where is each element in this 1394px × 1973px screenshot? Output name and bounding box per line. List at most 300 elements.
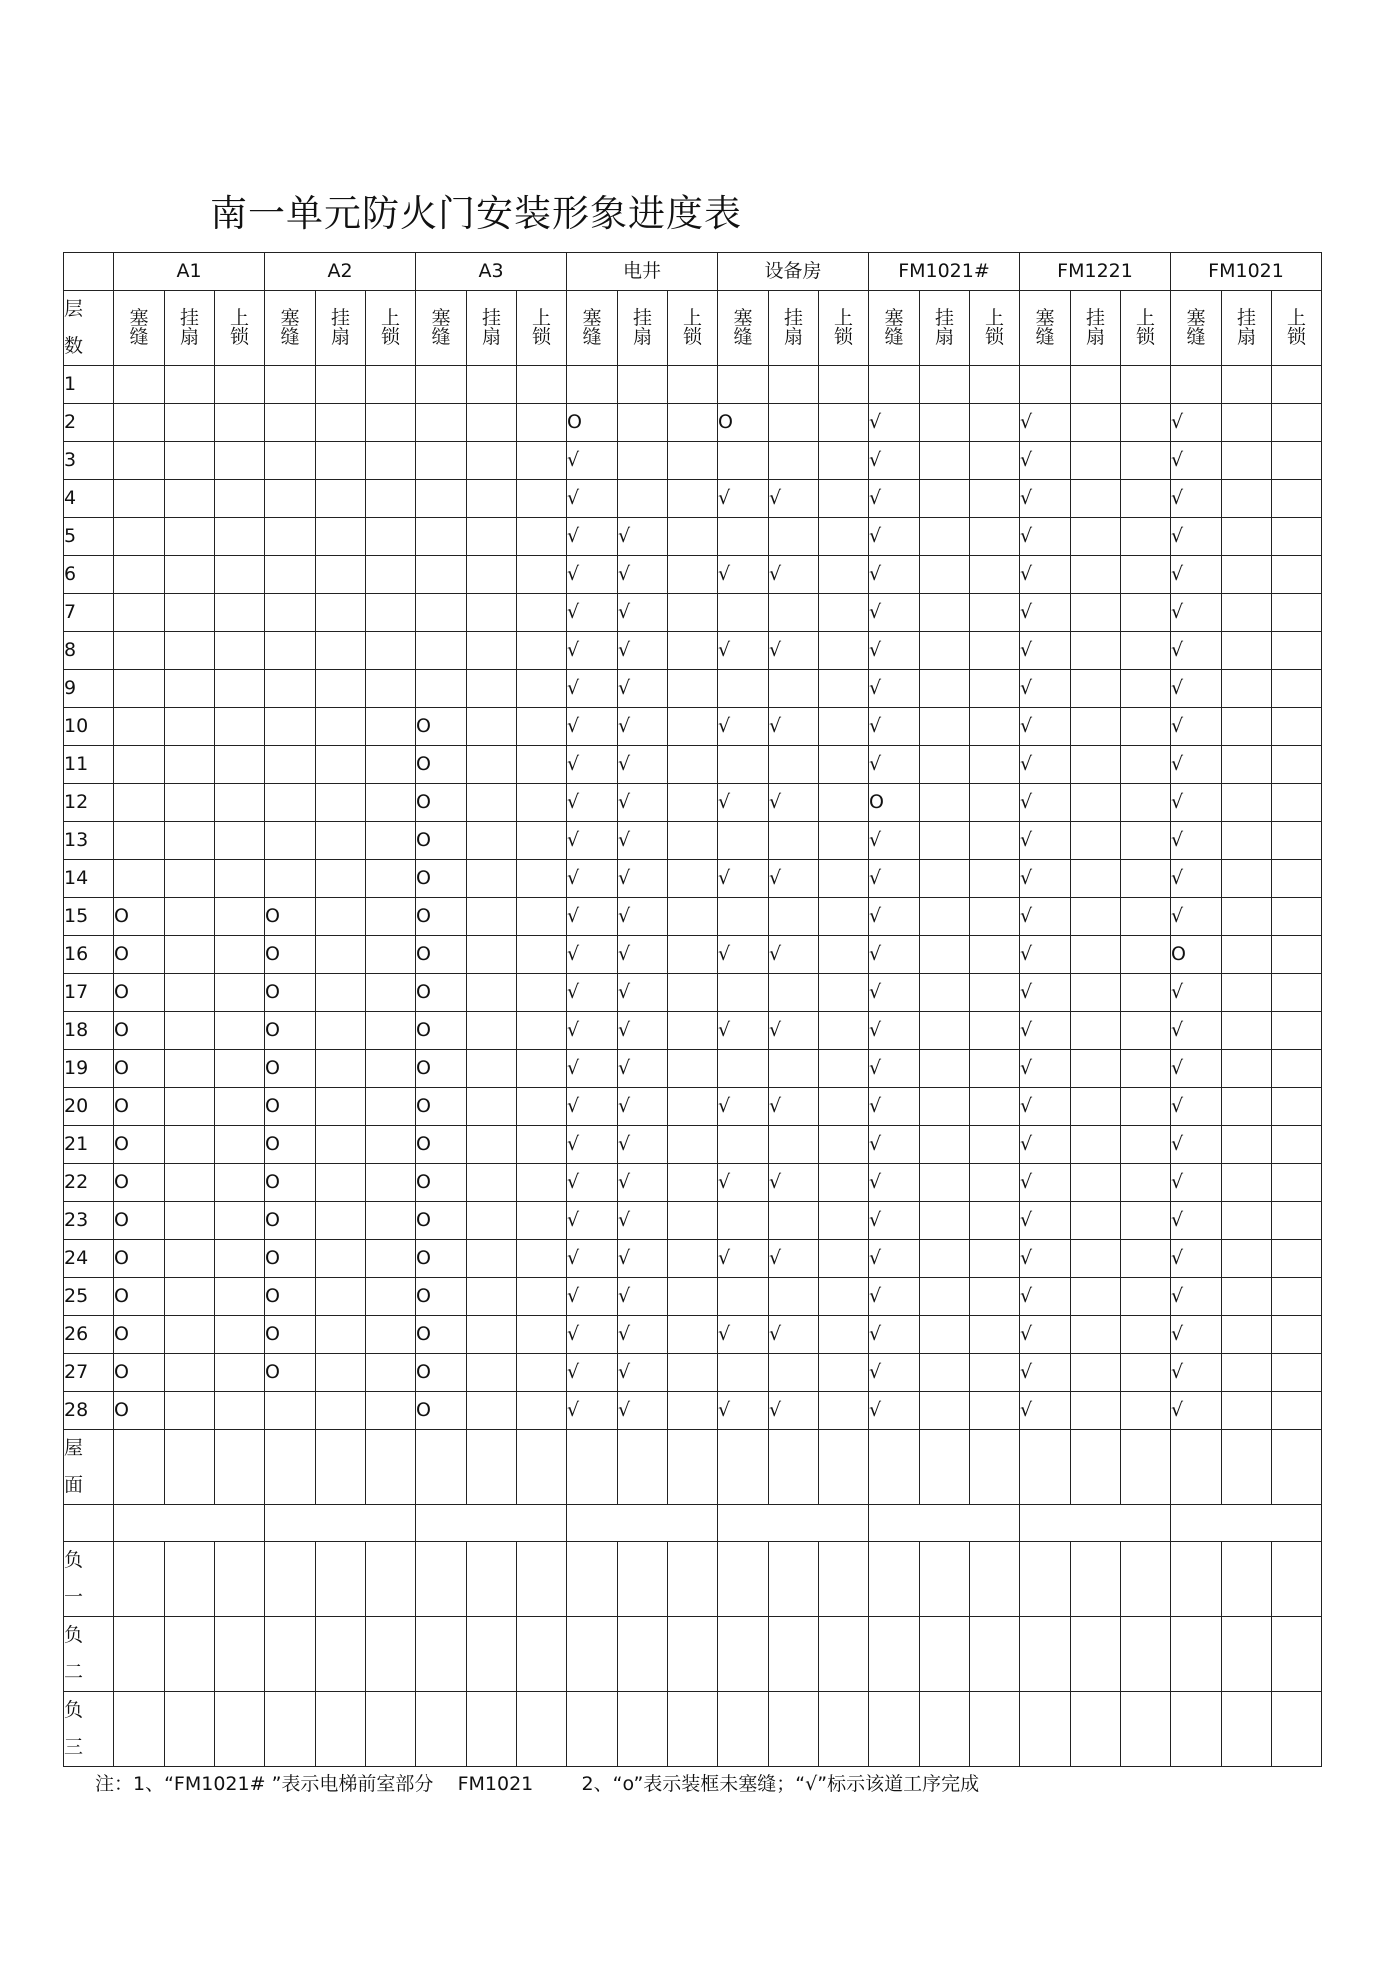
- status-cell: [366, 708, 416, 746]
- status-cell: [316, 670, 366, 708]
- status-cell: [467, 898, 517, 936]
- cell-text: 三: [64, 1736, 84, 1758]
- status-cell: [1222, 404, 1272, 442]
- status-cell: [1222, 480, 1272, 518]
- status-cell: √: [1020, 784, 1071, 822]
- status-cell: [467, 708, 517, 746]
- status-cell: √: [1171, 1392, 1222, 1430]
- status-cell: [366, 822, 416, 860]
- status-cell: [1272, 898, 1322, 936]
- subcolumn-header: [1020, 291, 1071, 366]
- status-cell: [517, 1050, 567, 1088]
- status-cell: [1071, 1354, 1121, 1392]
- status-cell: O: [416, 784, 467, 822]
- status-cell: √: [567, 1278, 618, 1316]
- status-cell: [1272, 442, 1322, 480]
- status-cell: [265, 594, 316, 632]
- status-cell: [819, 670, 869, 708]
- status-cell: [1222, 784, 1272, 822]
- status-cell: [1222, 1617, 1272, 1692]
- status-cell: [265, 632, 316, 670]
- status-cell: [769, 1617, 819, 1692]
- status-cell: √: [618, 632, 668, 670]
- status-cell: [970, 746, 1020, 784]
- status-cell: [1071, 442, 1121, 480]
- status-cell: [517, 822, 567, 860]
- status-cell: √: [1020, 898, 1071, 936]
- status-cell: [970, 1202, 1020, 1240]
- status-cell: √: [769, 480, 819, 518]
- status-cell: √: [1171, 746, 1222, 784]
- status-cell: [114, 632, 165, 670]
- status-cell: [718, 1202, 769, 1240]
- status-cell: [366, 1164, 416, 1202]
- cell-text: 面: [64, 1474, 84, 1496]
- status-cell: [1171, 1430, 1222, 1505]
- status-cell: [1121, 404, 1171, 442]
- status-cell: [1121, 822, 1171, 860]
- status-cell: [819, 1050, 869, 1088]
- corner-cell: [64, 253, 114, 291]
- subcolumn-header: [366, 291, 416, 366]
- status-cell: O: [114, 1126, 165, 1164]
- status-cell: √: [1171, 1164, 1222, 1202]
- status-cell: O: [114, 936, 165, 974]
- status-cell: √: [1171, 1050, 1222, 1088]
- table-row: [64, 404, 1322, 442]
- table-row: [64, 1202, 1322, 1240]
- status-cell: [165, 1088, 215, 1126]
- status-cell: [718, 1126, 769, 1164]
- subcolumn-header: [215, 291, 265, 366]
- floor-number: 1: [64, 366, 114, 404]
- status-cell: [416, 1542, 467, 1617]
- floor-number: 14: [64, 860, 114, 898]
- subcolumn-header: [265, 291, 316, 366]
- status-cell: √: [718, 1240, 769, 1278]
- status-cell: [819, 1278, 869, 1316]
- status-cell: [618, 480, 668, 518]
- cell-text: 上: [531, 307, 551, 329]
- status-cell: [920, 974, 970, 1012]
- status-cell: O: [265, 1164, 316, 1202]
- status-cell: [366, 1692, 416, 1767]
- status-cell: √: [618, 822, 668, 860]
- status-cell: [1272, 1278, 1322, 1316]
- status-cell: [1272, 366, 1322, 404]
- status-cell: [1121, 1050, 1171, 1088]
- table-row: [64, 1126, 1322, 1164]
- status-cell: [1071, 1240, 1121, 1278]
- status-cell: [567, 366, 618, 404]
- status-cell: [618, 1692, 668, 1767]
- status-cell: [165, 1164, 215, 1202]
- status-cell: [1071, 1430, 1121, 1505]
- status-cell: [1071, 518, 1121, 556]
- status-cell: √: [1171, 822, 1222, 860]
- status-cell: [517, 518, 567, 556]
- status-cell: [467, 1240, 517, 1278]
- status-cell: [215, 404, 265, 442]
- cell-text: 塞: [582, 307, 602, 329]
- status-cell: [668, 1050, 718, 1088]
- status-cell: [517, 480, 567, 518]
- status-cell: [467, 366, 517, 404]
- status-cell: [668, 1542, 718, 1617]
- status-cell: √: [618, 1392, 668, 1430]
- status-cell: [467, 746, 517, 784]
- floor-number: 3: [64, 442, 114, 480]
- status-cell: √: [1171, 556, 1222, 594]
- status-cell: [265, 1617, 316, 1692]
- status-cell: [467, 1202, 517, 1240]
- status-cell: [668, 708, 718, 746]
- status-cell: √: [869, 974, 920, 1012]
- subcolumn-header: [618, 291, 668, 366]
- status-cell: [366, 1430, 416, 1505]
- table-row-basement: [64, 1617, 1322, 1692]
- status-cell: [1272, 1202, 1322, 1240]
- status-cell: √: [1020, 632, 1071, 670]
- status-cell: [215, 1692, 265, 1767]
- status-cell: [215, 442, 265, 480]
- status-cell: [1222, 442, 1272, 480]
- subcolumn-header: [467, 291, 517, 366]
- status-cell: [265, 404, 316, 442]
- blank-cell: [869, 1505, 1020, 1542]
- status-cell: [215, 1050, 265, 1088]
- cell-text: 数: [64, 335, 84, 357]
- status-cell: [416, 594, 467, 632]
- status-cell: O: [265, 1088, 316, 1126]
- status-cell: [366, 1316, 416, 1354]
- status-cell: [165, 1692, 215, 1767]
- status-cell: [819, 480, 869, 518]
- status-cell: [517, 1430, 567, 1505]
- status-cell: [920, 1202, 970, 1240]
- status-cell: [366, 1240, 416, 1278]
- status-cell: [1272, 1050, 1322, 1088]
- cell-text: 塞: [129, 307, 149, 329]
- floor-number: 10: [64, 708, 114, 746]
- status-cell: [1121, 746, 1171, 784]
- footnote: 注：1、“FM1021# ”表示电梯前室部分 FM1021 2、“o”表示装框未塞缝；“√”标示该道工序完成: [95, 1773, 980, 1795]
- status-cell: [1020, 1692, 1071, 1767]
- floor-column-header: [64, 291, 114, 366]
- status-cell: O: [416, 1354, 467, 1392]
- status-cell: [316, 1392, 366, 1430]
- floor-basement: [64, 1542, 114, 1617]
- floor-number: 17: [64, 974, 114, 1012]
- status-cell: [920, 1542, 970, 1617]
- status-cell: [1171, 1692, 1222, 1767]
- status-cell: [215, 556, 265, 594]
- status-cell: √: [1020, 1316, 1071, 1354]
- status-cell: [718, 898, 769, 936]
- status-cell: [819, 784, 869, 822]
- status-cell: [215, 480, 265, 518]
- cell-text: 缝: [129, 326, 149, 348]
- status-cell: [668, 860, 718, 898]
- status-cell: [1121, 1164, 1171, 1202]
- status-cell: O: [265, 1278, 316, 1316]
- status-cell: √: [1020, 746, 1071, 784]
- cell-text: 锁: [1135, 326, 1155, 348]
- status-cell: [920, 860, 970, 898]
- status-cell: √: [567, 442, 618, 480]
- status-cell: [517, 366, 567, 404]
- status-cell: [819, 594, 869, 632]
- status-cell: O: [416, 1088, 467, 1126]
- status-cell: O: [114, 974, 165, 1012]
- status-cell: [819, 898, 869, 936]
- status-cell: [416, 404, 467, 442]
- status-cell: [517, 594, 567, 632]
- status-cell: [165, 784, 215, 822]
- status-cell: [215, 594, 265, 632]
- status-cell: [1121, 860, 1171, 898]
- status-cell: [819, 822, 869, 860]
- status-cell: [769, 1050, 819, 1088]
- status-cell: √: [1171, 1354, 1222, 1392]
- status-cell: O: [416, 1392, 467, 1430]
- status-cell: [215, 1202, 265, 1240]
- floor-number: 9: [64, 670, 114, 708]
- status-cell: [265, 442, 316, 480]
- subcolumn-header: [819, 291, 869, 366]
- column-group-header: FM1021: [1171, 253, 1322, 291]
- status-cell: [467, 594, 517, 632]
- status-cell: O: [114, 1202, 165, 1240]
- status-cell: [366, 1050, 416, 1088]
- status-cell: [920, 518, 970, 556]
- status-cell: [819, 1692, 869, 1767]
- status-cell: [1222, 1240, 1272, 1278]
- status-cell: [1121, 708, 1171, 746]
- status-cell: √: [618, 1164, 668, 1202]
- status-cell: [1071, 404, 1121, 442]
- status-cell: √: [1171, 1202, 1222, 1240]
- status-cell: [668, 746, 718, 784]
- status-cell: √: [618, 1354, 668, 1392]
- cell-text: 上: [229, 307, 249, 329]
- status-cell: √: [618, 594, 668, 632]
- status-cell: √: [567, 670, 618, 708]
- status-cell: [366, 1012, 416, 1050]
- status-cell: [517, 1354, 567, 1392]
- status-cell: [769, 1430, 819, 1505]
- status-cell: [467, 784, 517, 822]
- status-cell: [970, 1164, 1020, 1202]
- status-cell: √: [718, 1316, 769, 1354]
- status-cell: [467, 1012, 517, 1050]
- status-cell: [366, 1126, 416, 1164]
- subcolumn-header: [114, 291, 165, 366]
- status-cell: [165, 1240, 215, 1278]
- status-cell: √: [618, 1316, 668, 1354]
- status-cell: [1272, 404, 1322, 442]
- status-cell: [467, 1617, 517, 1692]
- status-cell: [769, 746, 819, 784]
- status-cell: [467, 822, 517, 860]
- status-cell: √: [869, 632, 920, 670]
- status-cell: [1121, 1088, 1171, 1126]
- status-cell: [265, 784, 316, 822]
- status-cell: [215, 366, 265, 404]
- page-title: 南一单元防火门安装形象进度表: [210, 192, 742, 235]
- column-group-header: A2: [265, 253, 416, 291]
- status-cell: [819, 404, 869, 442]
- status-cell: [668, 404, 718, 442]
- status-cell: [1272, 480, 1322, 518]
- status-cell: [970, 1240, 1020, 1278]
- status-cell: [1222, 632, 1272, 670]
- status-cell: O: [265, 936, 316, 974]
- status-cell: √: [567, 1240, 618, 1278]
- status-cell: [869, 366, 920, 404]
- status-cell: [416, 670, 467, 708]
- status-cell: [416, 442, 467, 480]
- status-cell: √: [718, 1088, 769, 1126]
- status-cell: [467, 1278, 517, 1316]
- table-row: [64, 518, 1322, 556]
- status-cell: [1121, 1392, 1171, 1430]
- status-cell: [920, 1240, 970, 1278]
- status-cell: √: [1020, 708, 1071, 746]
- status-cell: [769, 366, 819, 404]
- status-cell: [668, 442, 718, 480]
- status-cell: [165, 936, 215, 974]
- status-cell: [1121, 936, 1171, 974]
- status-cell: [869, 1692, 920, 1767]
- status-cell: [819, 1542, 869, 1617]
- status-cell: √: [618, 1126, 668, 1164]
- status-cell: [366, 366, 416, 404]
- status-cell: [215, 1012, 265, 1050]
- status-cell: [920, 1354, 970, 1392]
- status-cell: [165, 898, 215, 936]
- status-cell: [416, 518, 467, 556]
- status-cell: √: [1171, 898, 1222, 936]
- status-cell: [114, 1430, 165, 1505]
- status-cell: √: [769, 1164, 819, 1202]
- status-cell: [1071, 670, 1121, 708]
- floor-basement: [64, 1617, 114, 1692]
- status-cell: √: [718, 1392, 769, 1430]
- table-row: [64, 480, 1322, 518]
- status-cell: [366, 1088, 416, 1126]
- status-cell: [1272, 1012, 1322, 1050]
- status-cell: [970, 860, 1020, 898]
- status-cell: [1222, 746, 1272, 784]
- status-cell: [316, 1126, 366, 1164]
- floor-number: 22: [64, 1164, 114, 1202]
- status-cell: [718, 1354, 769, 1392]
- status-cell: [1272, 1692, 1322, 1767]
- status-cell: [769, 1354, 819, 1392]
- status-cell: [215, 1240, 265, 1278]
- status-cell: [366, 442, 416, 480]
- status-cell: [668, 1240, 718, 1278]
- cell-text: 缝: [1186, 326, 1206, 348]
- cell-text: 层: [64, 298, 84, 320]
- subcolumn-header: [567, 291, 618, 366]
- cell-text: 扇: [934, 326, 954, 348]
- status-cell: [1171, 1542, 1222, 1617]
- status-cell: [769, 518, 819, 556]
- status-cell: [618, 404, 668, 442]
- status-cell: [920, 708, 970, 746]
- status-cell: [1121, 898, 1171, 936]
- status-cell: √: [718, 480, 769, 518]
- status-cell: [517, 556, 567, 594]
- status-cell: O: [114, 1316, 165, 1354]
- subcolumn-header: [517, 291, 567, 366]
- status-cell: [467, 1050, 517, 1088]
- blank-cell: [416, 1505, 567, 1542]
- status-cell: [769, 1202, 819, 1240]
- status-cell: [1222, 1692, 1272, 1767]
- status-cell: [1071, 1012, 1121, 1050]
- table-row: [64, 708, 1322, 746]
- status-cell: [718, 1430, 769, 1505]
- subcolumn-header: [769, 291, 819, 366]
- status-cell: [1272, 1164, 1322, 1202]
- status-cell: [618, 366, 668, 404]
- column-group-header: 设备房: [718, 253, 869, 291]
- status-cell: O: [114, 1278, 165, 1316]
- status-cell: [517, 898, 567, 936]
- status-cell: [1272, 1392, 1322, 1430]
- status-cell: [165, 1542, 215, 1617]
- status-cell: [165, 1012, 215, 1050]
- status-cell: [215, 670, 265, 708]
- status-cell: [1222, 708, 1272, 746]
- cell-text: 负: [64, 1549, 84, 1571]
- status-cell: [366, 404, 416, 442]
- status-cell: [165, 1202, 215, 1240]
- status-cell: [668, 784, 718, 822]
- status-cell: O: [1171, 936, 1222, 974]
- cell-text: 塞: [733, 307, 753, 329]
- status-cell: [819, 746, 869, 784]
- status-cell: [467, 480, 517, 518]
- floor-number: 13: [64, 822, 114, 860]
- status-cell: [819, 366, 869, 404]
- status-cell: √: [1020, 822, 1071, 860]
- cell-text: 挂: [481, 307, 501, 329]
- status-cell: [769, 1278, 819, 1316]
- status-cell: [467, 1392, 517, 1430]
- status-cell: [467, 1692, 517, 1767]
- header-row-subcolumns: [64, 291, 1322, 366]
- status-cell: √: [567, 518, 618, 556]
- status-cell: [1071, 708, 1121, 746]
- status-cell: [1121, 1354, 1171, 1392]
- status-cell: [920, 822, 970, 860]
- status-cell: [668, 1278, 718, 1316]
- blank-cell: [1020, 1505, 1171, 1542]
- status-cell: [668, 898, 718, 936]
- status-cell: [1222, 556, 1272, 594]
- status-cell: O: [416, 822, 467, 860]
- status-cell: √: [718, 632, 769, 670]
- floor-number: 20: [64, 1088, 114, 1126]
- status-cell: [819, 1392, 869, 1430]
- status-cell: [1222, 670, 1272, 708]
- status-cell: √: [1171, 1088, 1222, 1126]
- status-cell: [265, 746, 316, 784]
